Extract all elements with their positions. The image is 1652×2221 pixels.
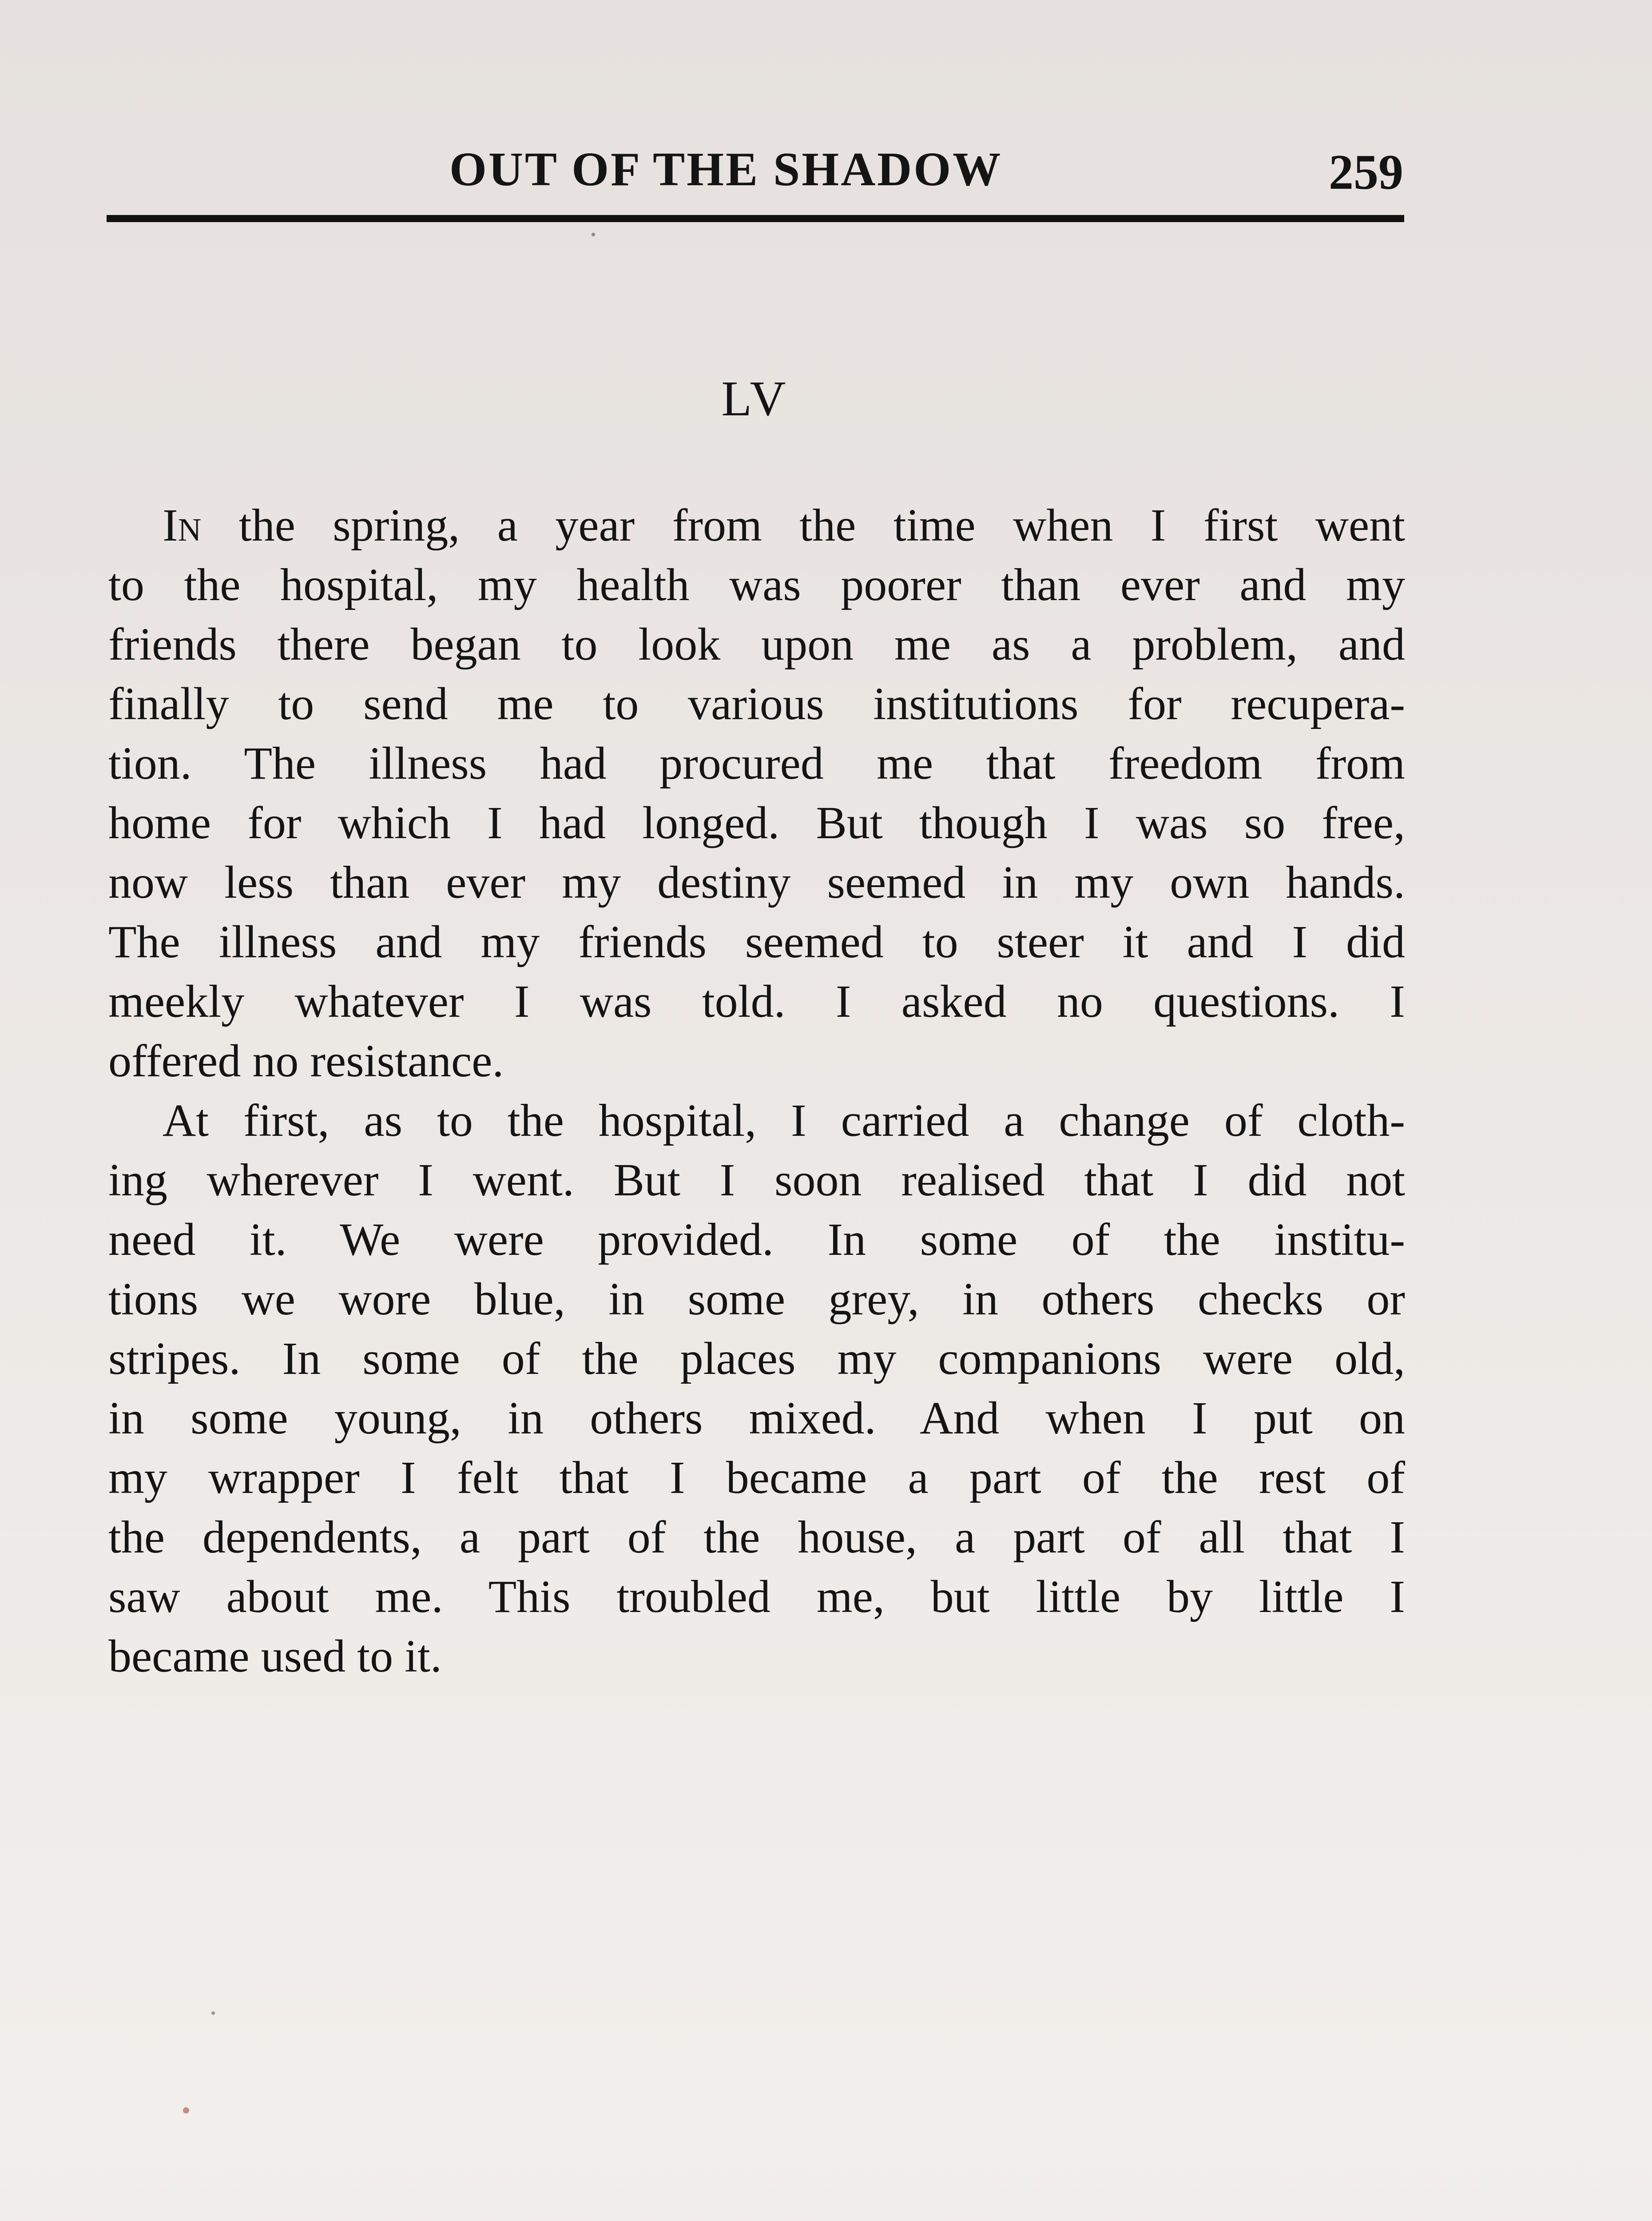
text-line: meekly whatever I was told. I asked no questions. I <box>108 976 1405 1027</box>
text-line: finally to send me to various institutions for recupera- <box>108 678 1405 729</box>
drop-lead-word: In <box>163 500 202 551</box>
chapter-heading: LV <box>721 371 789 426</box>
text-line: need it. We were provided. In some of the institu- <box>108 1214 1405 1265</box>
text-line: in some young, in others mixed. And when I put on <box>108 1393 1405 1444</box>
text-line: The illness and my friends seemed to steer it and I did <box>108 916 1405 967</box>
text-line <box>108 496 1405 555</box>
text-line: offered no resistance. <box>108 1035 504 1087</box>
body-text <box>108 496 1405 1686</box>
text-line-content: the spring, a year from the time when I first went <box>201 500 1405 551</box>
text-line: ing wherever I went. But I soon realised that I did not <box>108 1154 1405 1206</box>
paper-speck <box>183 2107 189 2114</box>
text-line: the dependents, a part of the house, a part of all that I <box>108 1512 1405 1563</box>
paper-speck <box>592 233 595 236</box>
text-line: became used to it. <box>108 1631 442 1682</box>
running-head <box>108 141 1403 212</box>
text-line: stripes. In some of the places my companions were old, <box>108 1333 1405 1384</box>
text-line: saw about me. This troubled me, but little by little I <box>108 1571 1405 1622</box>
text-line: my wrapper I felt that I became a part of the rest of <box>108 1452 1405 1503</box>
text-line: tions we wore blue, in some grey, in others checks or <box>108 1274 1405 1325</box>
text-line: tion. The illness had procured me that freedom from <box>108 738 1405 789</box>
text-line: At first, as to the hospital, I carried a change of cloth- <box>163 1095 1405 1146</box>
running-title: OUT OF THE SHADOW <box>449 143 1003 196</box>
text-line: now less than ever my destiny seemed in my own hands. <box>108 857 1405 908</box>
text-line: to the hospital, my health was poorer than ever and my <box>108 559 1405 610</box>
page-number: 259 <box>1329 145 1403 200</box>
paper-speck <box>211 2011 215 2015</box>
text-line: home for which I had longed. But though I was so free, <box>108 797 1405 848</box>
header-rule <box>107 215 1404 222</box>
text-line: friends there began to look upon me as a problem, and <box>108 619 1405 670</box>
